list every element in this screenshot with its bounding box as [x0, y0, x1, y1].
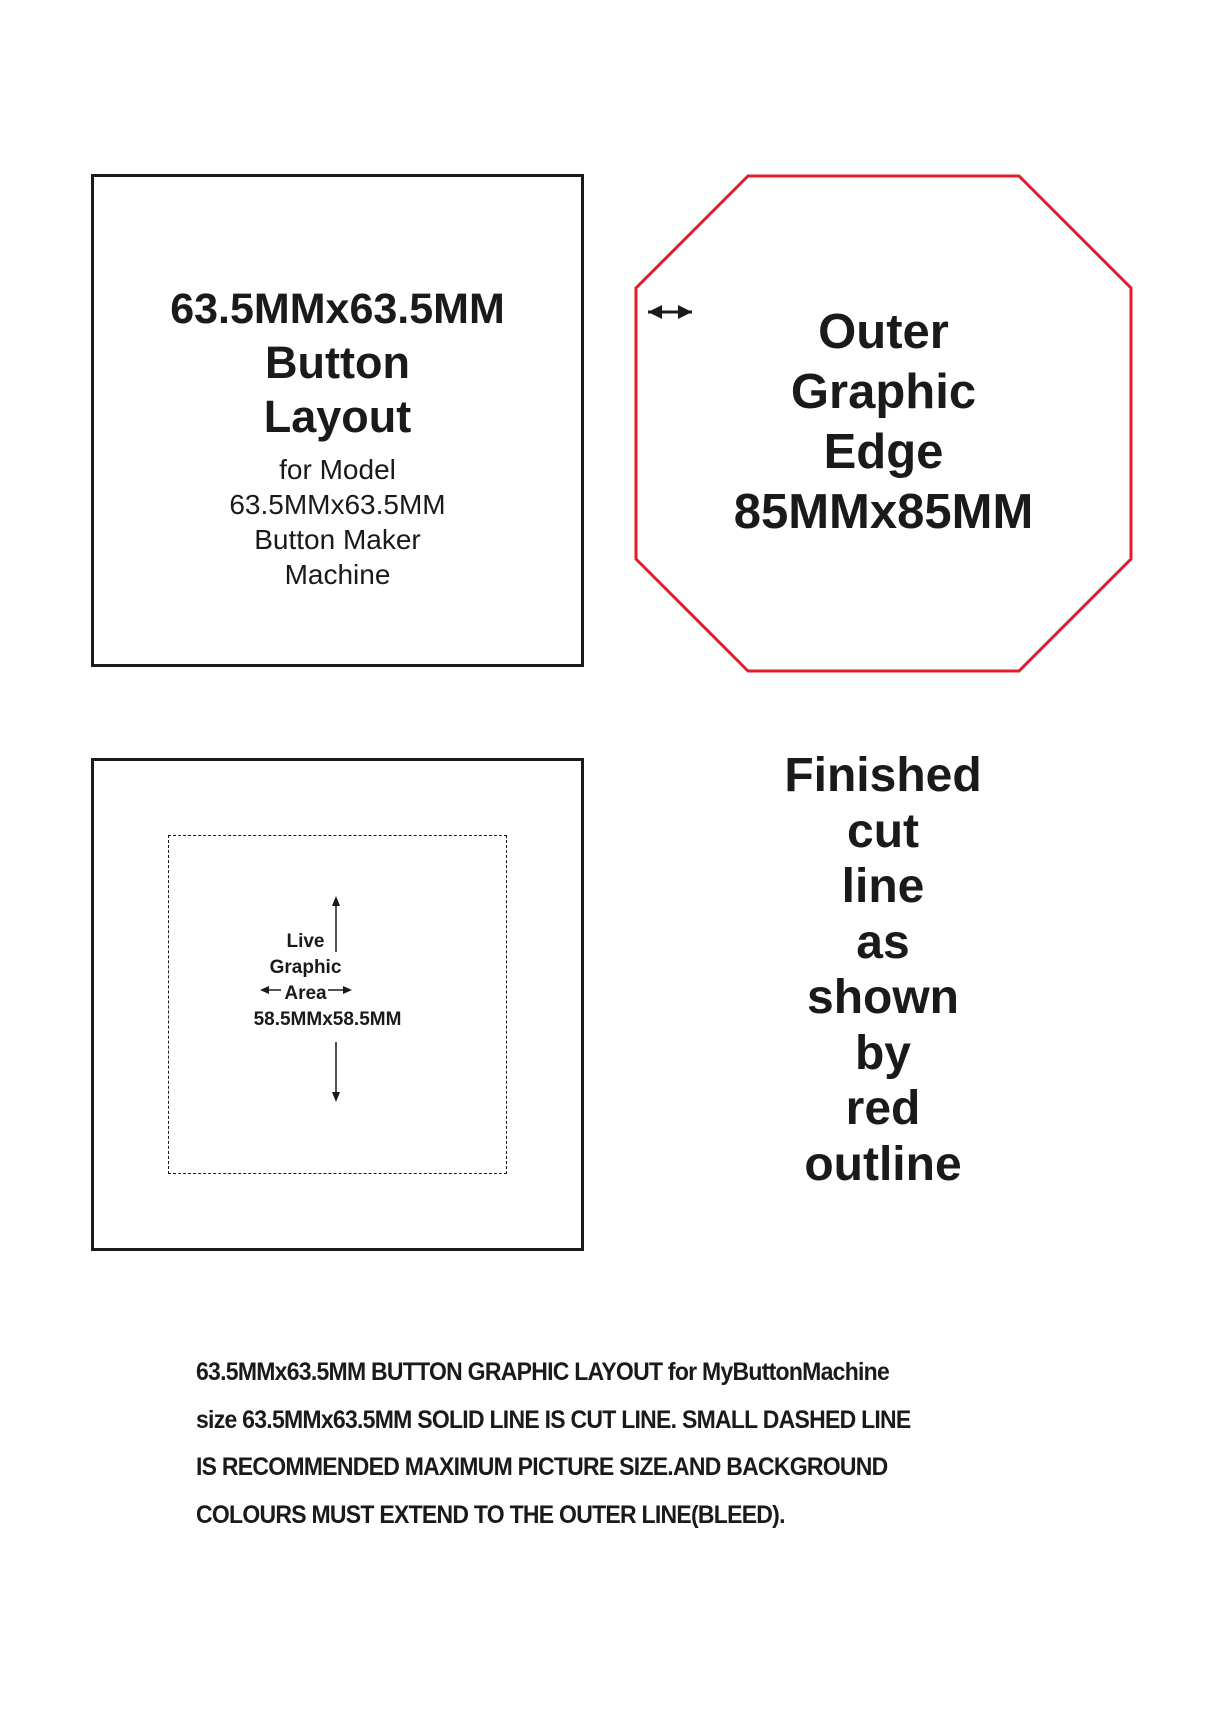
button-layout-text: [94, 282, 581, 592]
finished-line-1: Finished: [784, 749, 982, 802]
arrow-right-icon: [646, 302, 694, 322]
outer-edge-line-3: Edge: [823, 425, 944, 479]
live-line-1: Live: [286, 931, 325, 952]
finished-line-4: as: [856, 915, 910, 969]
outer-edge-text: [634, 302, 1133, 542]
finished-line-7: red: [845, 1082, 921, 1135]
live-area-dashed-outline: [168, 835, 507, 1174]
finished-cut-note: [700, 748, 1066, 1192]
outer-edge-line-2: Graphic: [790, 365, 977, 419]
live-line-2: Graphic: [269, 957, 342, 978]
layout-title-line-1: Button: [265, 337, 410, 388]
layout-sub-line-1: for Model: [279, 454, 396, 485]
description-paragraph: [196, 1349, 1024, 1539]
finished-line-5: shown: [807, 971, 959, 1024]
live-area-box: [91, 758, 584, 1251]
finished-line-6: by: [854, 1026, 911, 1080]
layout-title-line-2: Layout: [263, 391, 412, 442]
description-line-4: COLOURS MUST EXTEND TO THE OUTER LINE(BLEED).: [196, 1500, 785, 1529]
live-area-size: 58.5MMx58.5MM: [253, 1009, 402, 1030]
layout-size: 63.5MMx63.5MM: [170, 285, 505, 333]
layout-sub-line-2: 63.5MMx63.5MM: [229, 489, 446, 520]
outer-edge-size: 85MMx85MM: [733, 485, 1034, 539]
live-area-text: [169, 929, 506, 1033]
layout-sub-line-4: Machine: [284, 559, 391, 590]
button-layout-box: [91, 174, 584, 667]
live-line-3: Area: [284, 983, 327, 1004]
description-line-3: IS RECOMMENDED MAXIMUM PICTURE SIZE.AND BACKGROUND: [196, 1453, 888, 1481]
finished-line-2: cut: [847, 804, 919, 858]
description-line-1: 63.5MMx63.5MM BUTTON GRAPHIC LAYOUT for MyButtonMachine: [196, 1358, 890, 1386]
layout-sub-line-3: Button Maker: [254, 524, 421, 555]
layout-subtitle: [94, 452, 581, 592]
outer-edge-octagon: [634, 174, 1133, 673]
outer-edge-line-1: Outer: [818, 305, 949, 359]
description-line-2: size 63.5MMx63.5MM SOLID LINE IS CUT LINE. SMALL DASHED LINE: [196, 1405, 911, 1434]
finished-line-8: outline: [804, 1137, 962, 1191]
finished-line-3: line: [841, 860, 925, 913]
outer-edge-row: [634, 422, 1133, 482]
